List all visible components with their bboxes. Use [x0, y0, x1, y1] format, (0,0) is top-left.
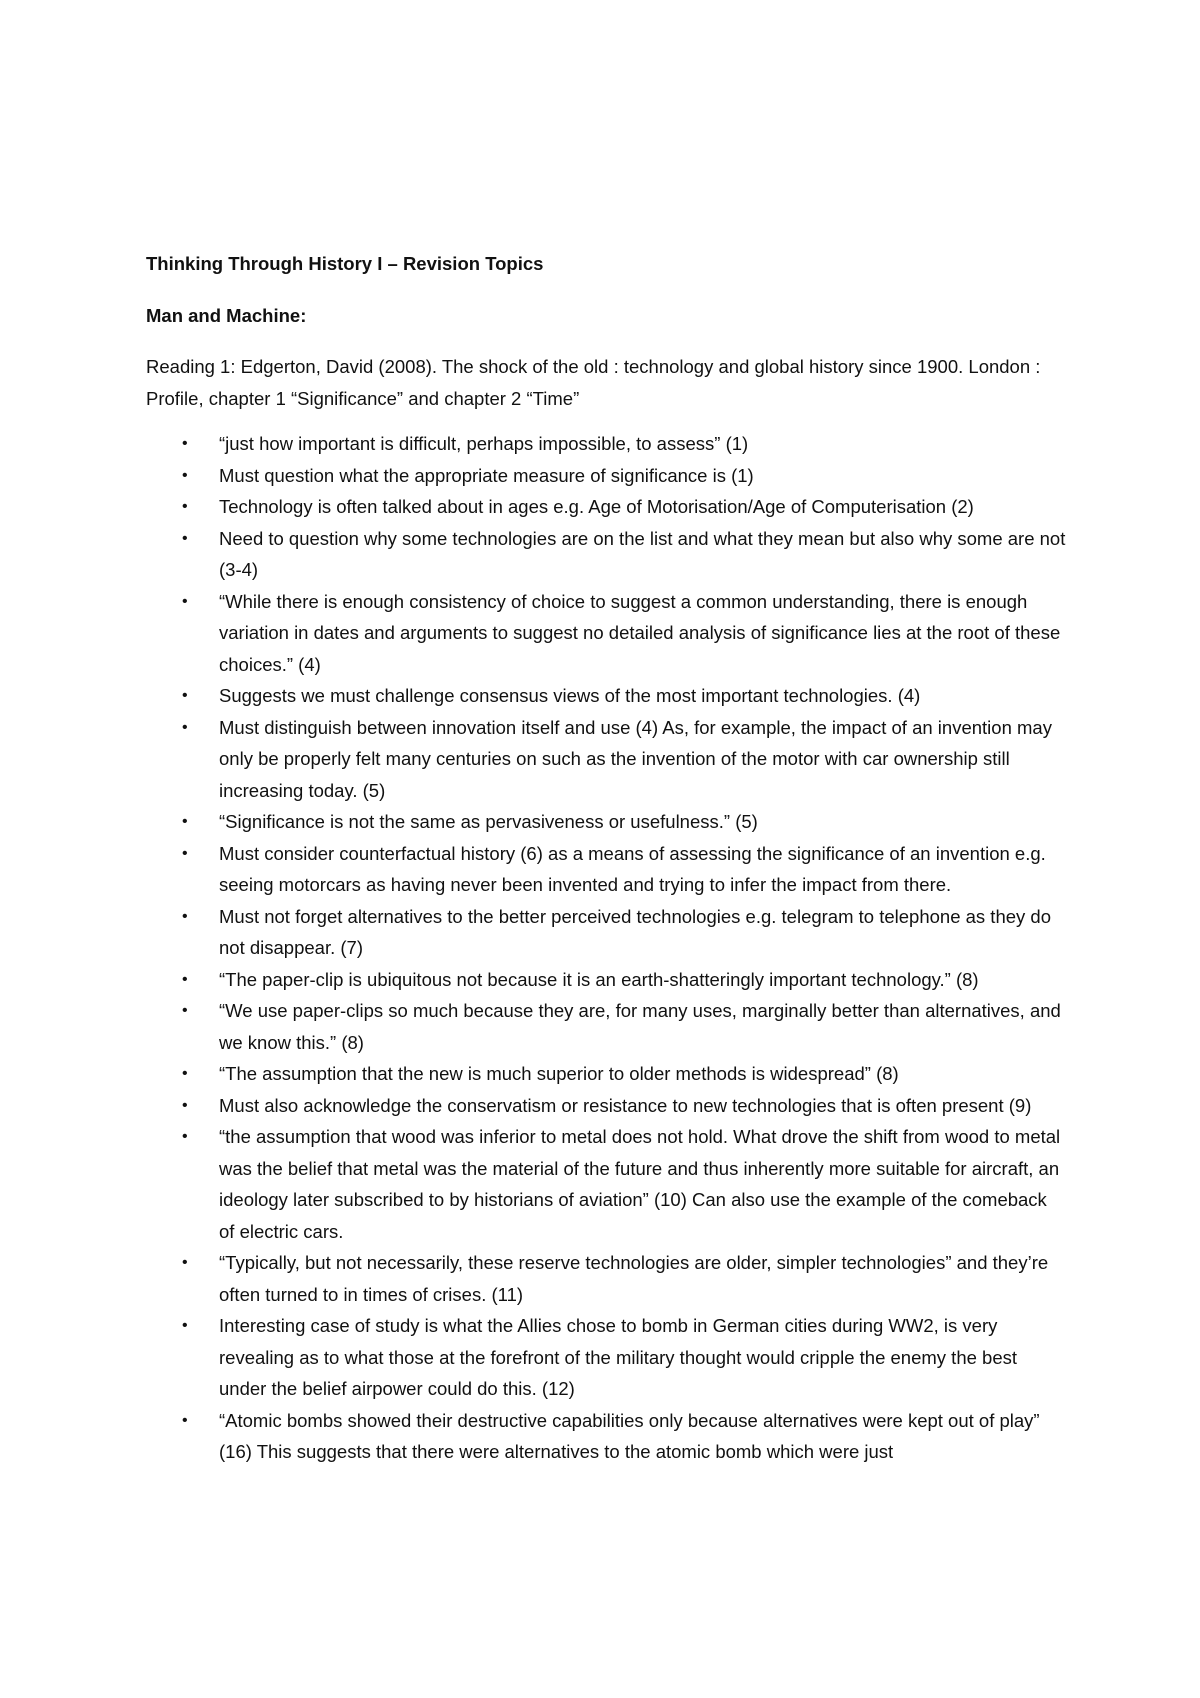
- bullet-item: [146, 1090, 1066, 1122]
- bullet-text: Must question what the appropriate measure of significance is (1): [219, 464, 754, 486]
- bullet-item: [146, 1310, 1066, 1405]
- bullet-icon: •: [182, 498, 188, 515]
- bullet-icon: •: [182, 1317, 188, 1334]
- bullet-list: [146, 428, 1066, 1468]
- bullet-text: “Significance is not the same as pervasiveness or usefulness.” (5): [219, 811, 758, 832]
- bullet-icon: •: [182, 907, 188, 925]
- bullet-icon: •: [182, 687, 188, 704]
- bullet-icon: •: [182, 1254, 188, 1271]
- bullet-text: “The assumption that the new is much superior to older methods is widespread” (8): [219, 1063, 899, 1084]
- bullet-item: [146, 838, 1066, 901]
- bullet-icon: •: [182, 813, 188, 830]
- bullet-text: “While there is enough consistency of choice to suggest a common understanding, there is enough variation in dates and arguments to suggest no detailed analysis of significance lies at the root of these choices.” (4): [219, 590, 1061, 675]
- bullet-text: Must consider counterfactual history (6) as a means of assessing the significance of an invention e.g. seeing motorcars as having never been invented and trying to infer the impact from there.: [219, 842, 1046, 895]
- bullet-item: [146, 586, 1066, 681]
- bullet-icon: •: [182, 529, 188, 547]
- bullet-item: [146, 428, 1066, 460]
- bullet-item: [146, 712, 1066, 807]
- bullet-icon: •: [182, 1096, 188, 1114]
- bullet-text: “We use paper-clips so much because they are, for many uses, marginally better than alternatives, and we know this.” (8): [219, 1000, 1061, 1053]
- bullet-text: Must distinguish between innovation itself and use (4) As, for example, the impact of an invention may only be properly felt many centuries on such as the invention of the motor with car ownership still increasing today. (5): [219, 716, 1052, 801]
- bullet-text: Must also acknowledge the conservatism or resistance to new technologies that is often present (9): [219, 1094, 1032, 1116]
- section-heading: Man and Machine:: [146, 304, 307, 326]
- reading-reference: Reading 1: Edgerton, David (2008). The shock of the old : technology and global history since 1900. London : Profile, chapter 1 “Significance” and chapter 2 “Time”: [146, 356, 1041, 409]
- document-title: Thinking Through History I – Revision Topics: [146, 253, 544, 274]
- document-content: [146, 248, 1066, 1468]
- bullet-text: “The paper-clip is ubiquitous not because it is an earth-shatteringly important technology.” (8): [219, 968, 979, 990]
- bullet-icon: •: [182, 1002, 188, 1019]
- bullet-item: [146, 964, 1066, 996]
- bullet-item: [146, 491, 1066, 523]
- bullet-text: Suggests we must challenge consensus views of the most important technologies. (4): [219, 685, 921, 706]
- bullet-text: Technology is often talked about in ages e.g. Age of Motorisation/Age of Computerisation (2): [219, 496, 974, 517]
- bullet-item: [146, 806, 1066, 838]
- bullet-text: “the assumption that wood was inferior to metal does not hold. What drove the shift from wood to metal was the belief that metal was the material of the future and thus inherently more suitable for aircraft, an ideology later subscribed to by historians of aviation” (10) Can also use the example of the comeback of electric cars.: [219, 1126, 1061, 1242]
- bullet-text: “Atomic bombs showed their destructive capabilities only because alternatives were kept out of play” (16) This suggests that there were alternatives to the atomic bomb which were just: [219, 1409, 1040, 1462]
- bullet-icon: •: [182, 1065, 188, 1082]
- bullet-icon: •: [182, 592, 188, 610]
- bullet-item: [146, 523, 1066, 586]
- bullet-item: [146, 1247, 1066, 1310]
- bullet-item: [146, 460, 1066, 492]
- bullet-icon: •: [182, 844, 188, 862]
- bullet-item: [146, 1405, 1066, 1468]
- bullet-text: “just how important is difficult, perhaps impossible, to assess” (1): [219, 433, 749, 454]
- bullet-icon: •: [182, 435, 188, 452]
- bullet-icon: •: [182, 718, 188, 736]
- bullet-icon: •: [182, 1128, 188, 1145]
- bullet-item: [146, 901, 1066, 964]
- bullet-text: “Typically, but not necessarily, these reserve technologies are older, simpler technologies” and they’re often turned to in times of crises. (11): [219, 1252, 1049, 1305]
- bullet-item: [146, 680, 1066, 712]
- bullet-item: [146, 995, 1066, 1058]
- bullet-text: Interesting case of study is what the Allies chose to bomb in German cities during WW2, is very revealing as to what those at the forefront of the military thought would cripple the enemy the best under the belief airpower could do this. (12): [219, 1315, 1018, 1399]
- bullet-item: [146, 1121, 1066, 1247]
- bullet-icon: •: [182, 970, 188, 988]
- bullet-item: [146, 1058, 1066, 1090]
- bullet-icon: •: [182, 1411, 188, 1429]
- bullet-text: Must not forget alternatives to the better perceived technologies e.g. telegram to telephone as they do not disappear. (7): [219, 905, 1051, 958]
- bullet-icon: •: [182, 466, 188, 484]
- bullet-text: Need to question why some technologies are on the list and what they mean but also why some are not (3-4): [219, 527, 1066, 580]
